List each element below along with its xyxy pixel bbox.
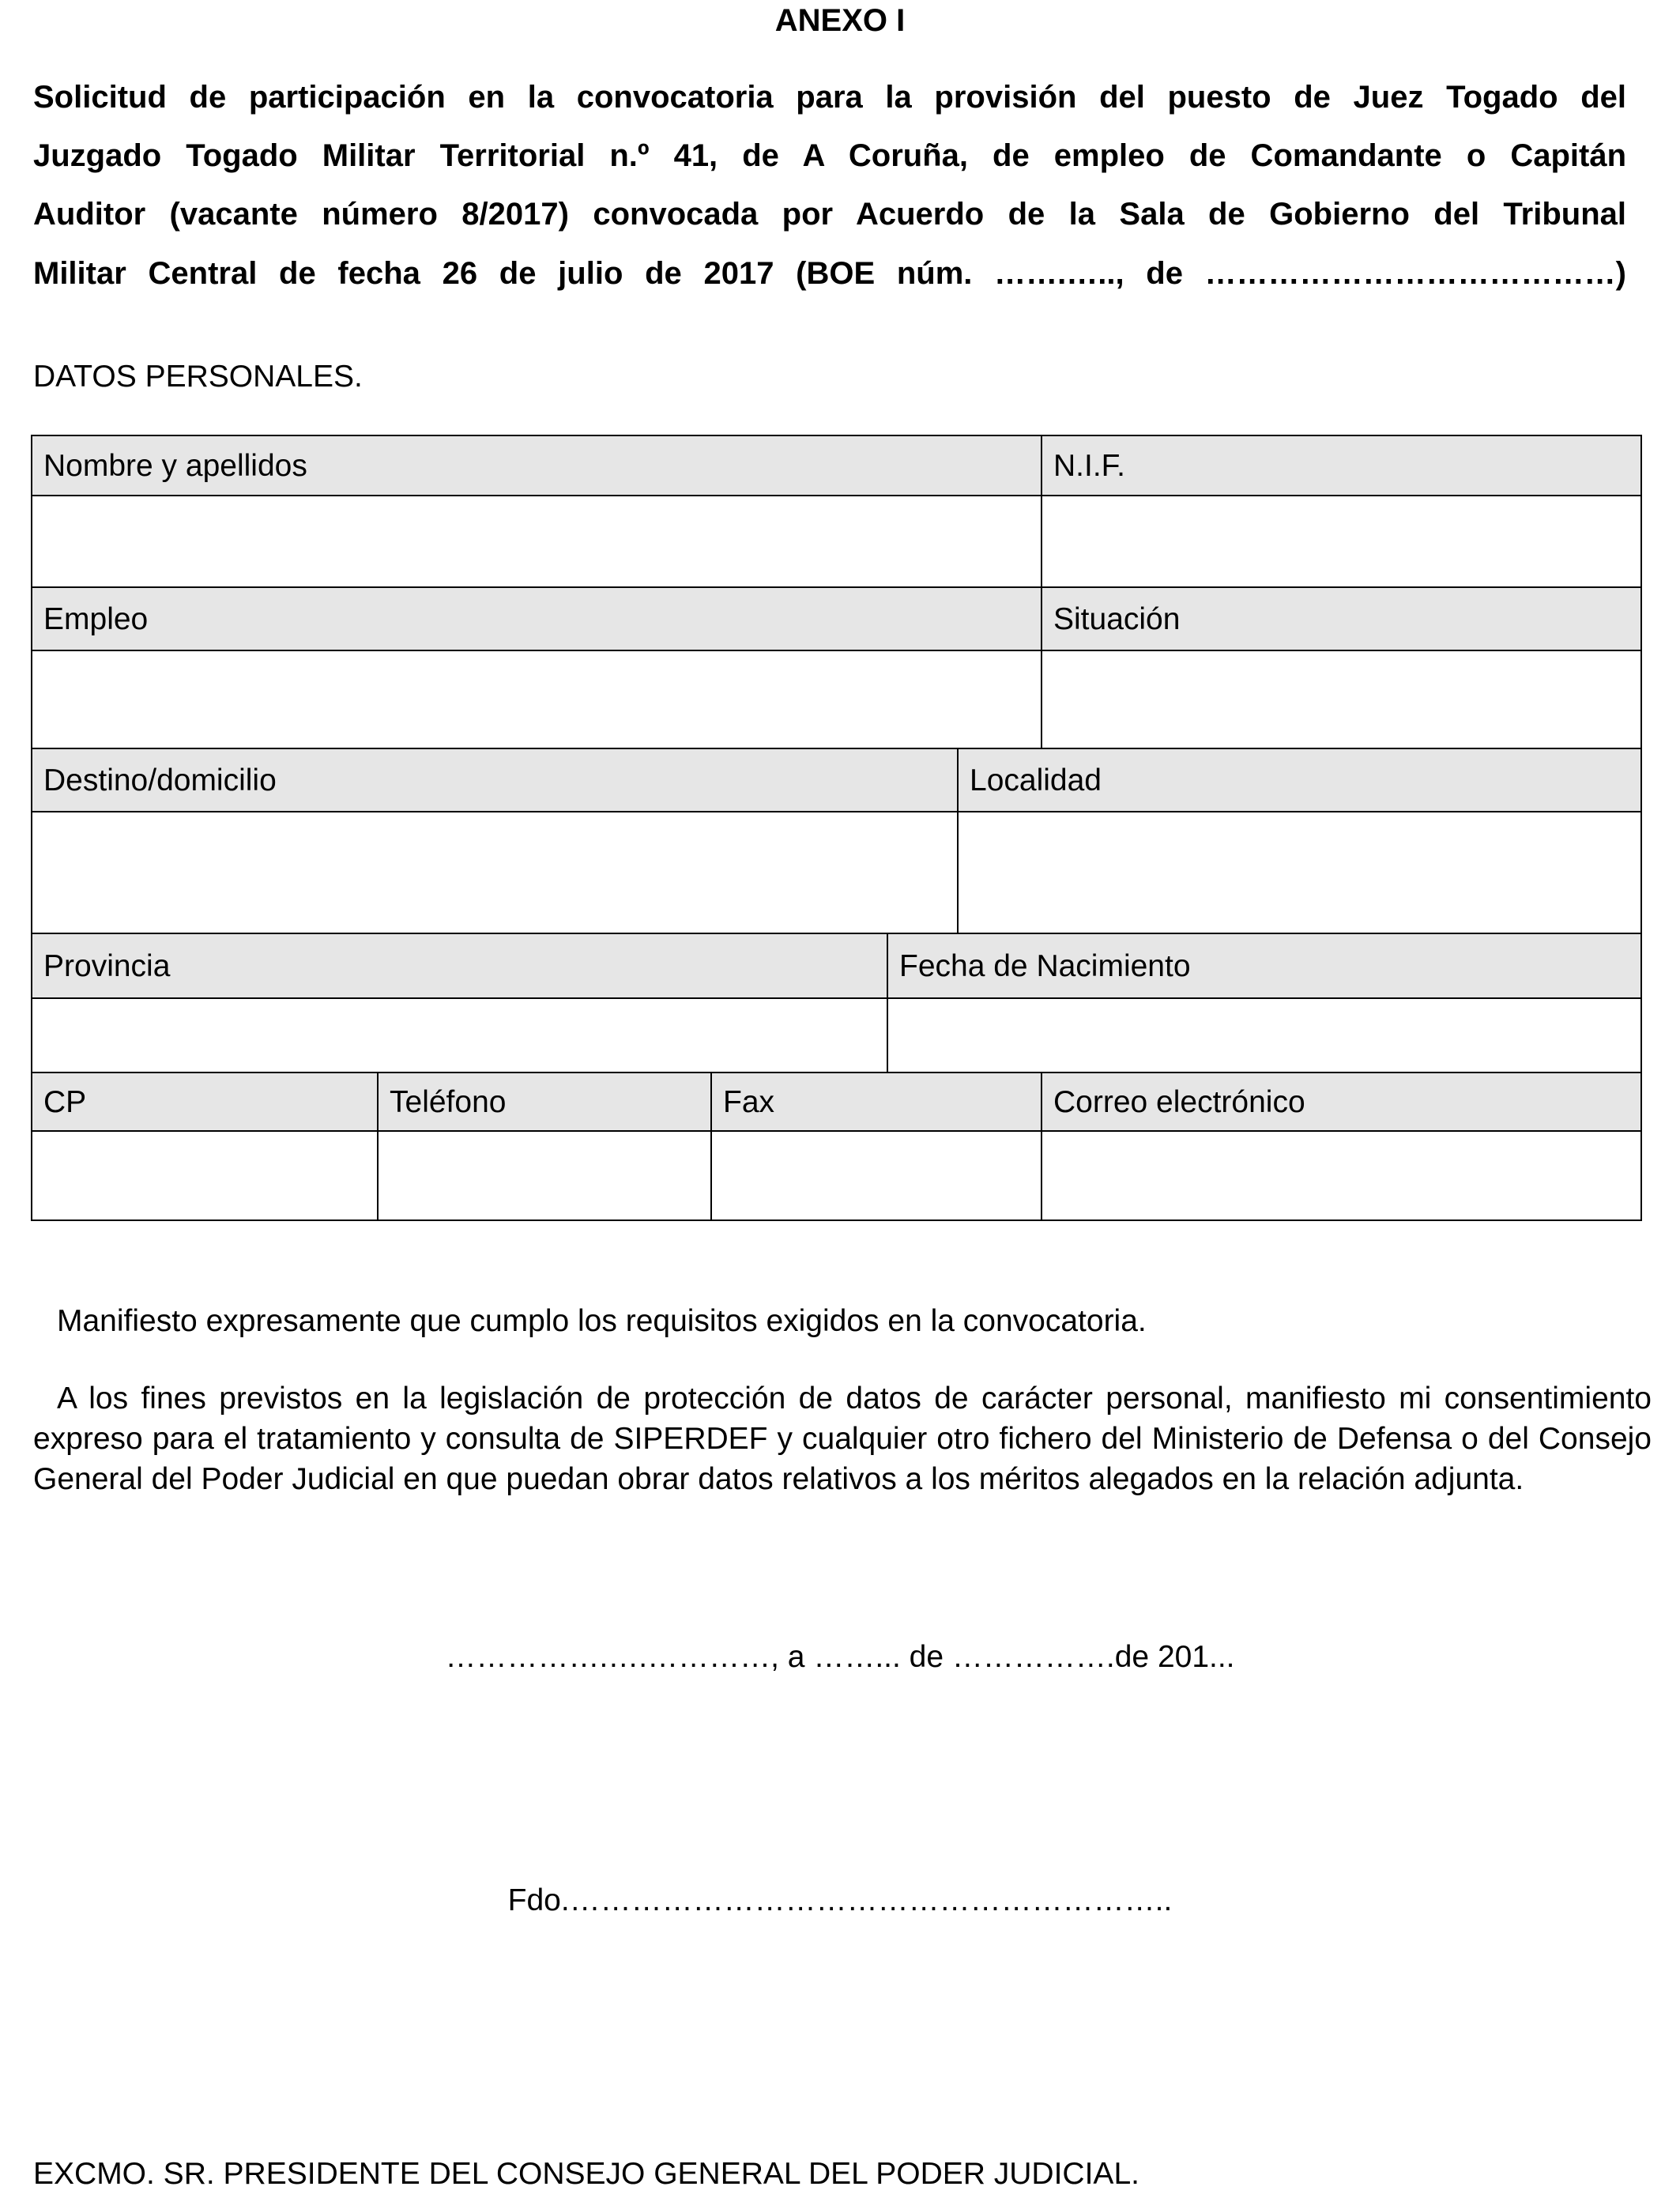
fecha-nacimiento-label: Fecha de Nacimiento [887, 933, 1642, 999]
signature-line: Fdo.………………………………………………….. [507, 1883, 1173, 1917]
localidad-label: Localidad [957, 748, 1642, 812]
request-title-line-3: Auditor (vacante número 8/2017) convocada por Acuerdo de la Sala de Gobierno del Tribunal [33, 197, 1626, 232]
destino-label: Destino/domicilio [31, 748, 959, 812]
date-place-line: …………….….…………, a ……... de …………….de 201... [445, 1640, 1235, 1674]
empleo-field[interactable] [31, 650, 1042, 749]
request-title-line-4: Militar Central de fecha 26 de julio de 2017 (BOE núm. …….….., de …………………………………) [33, 256, 1626, 291]
nif-field[interactable] [1041, 495, 1642, 588]
annex-heading: ANEXO I [774, 3, 906, 38]
addressee: EXCMO. SR. PRESIDENTE DEL CONSEJO GENERAL DEL PODER JUDICIAL. [33, 2157, 1139, 2191]
correo-field[interactable] [1041, 1130, 1642, 1221]
request-title-line-2: Juzgado Togado Militar Territorial n.º 41, de A Coruña, de empleo de Comandante o Capitán [33, 138, 1626, 173]
nombre-label: Nombre y apellidos [31, 435, 1042, 496]
provincia-label: Provincia [31, 933, 888, 999]
localidad-field[interactable] [957, 811, 1642, 934]
situacion-field[interactable] [1041, 650, 1642, 749]
fax-label: Fax [710, 1072, 1042, 1132]
consent-text: A los fines previstos en la legislación de protección de datos de carácter personal, manifiesto mi consentimiento expreso para el tratamiento y consulta de SIPERDEF y cualquier otro fichero del Ministerio de Defensa o del Consejo General del Poder Judicial en que puedan obrar datos relativos a los méritos alegados en la relación adjunta. [33, 1382, 1652, 1496]
telefono-field[interactable] [377, 1130, 712, 1221]
cp-label: CP [31, 1072, 379, 1132]
fax-field[interactable] [710, 1130, 1042, 1221]
empleo-label: Empleo [31, 586, 1042, 651]
section-title: DATOS PERSONALES. [33, 360, 363, 394]
provincia-field[interactable] [31, 997, 888, 1073]
fecha-nacimiento-field[interactable] [887, 997, 1642, 1073]
cp-field[interactable] [31, 1130, 379, 1221]
request-title-line-1: Solicitud de participación en la convocatoria para la provisión del puesto de Juez Togado del [33, 80, 1626, 115]
nif-label: N.I.F. [1041, 435, 1642, 496]
nombre-field[interactable] [31, 495, 1042, 588]
declaration-text: Manifiesto expresamente que cumplo los requisitos exigidos en la convocatoria. [57, 1304, 1147, 1338]
destino-field[interactable] [31, 811, 959, 934]
situacion-label: Situación [1041, 586, 1642, 651]
telefono-label: Teléfono [377, 1072, 712, 1132]
correo-label: Correo electrónico [1041, 1072, 1642, 1132]
